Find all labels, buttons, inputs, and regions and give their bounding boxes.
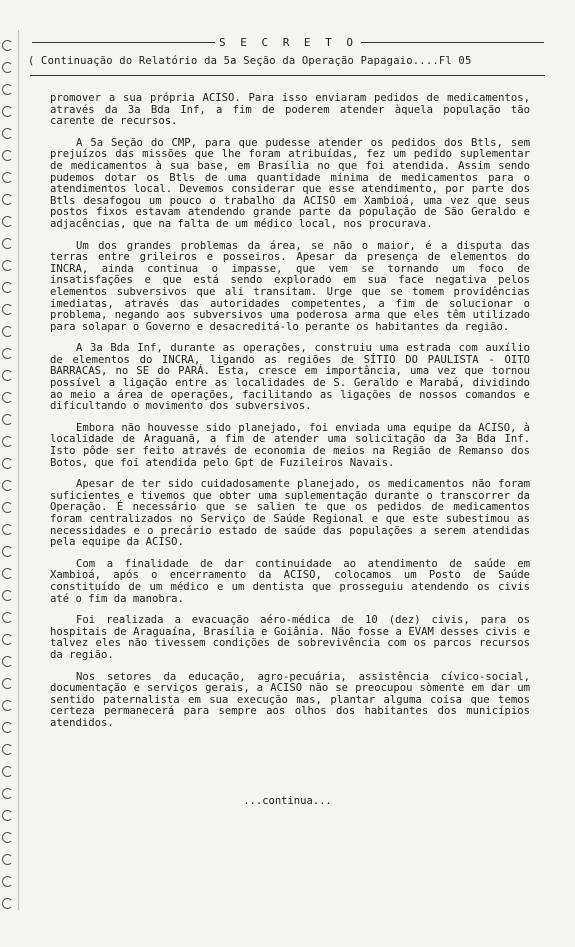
binding-hole: [2, 260, 13, 271]
binding-hole: [2, 62, 13, 73]
binding-hole: [2, 348, 13, 359]
binding-hole: [2, 634, 13, 645]
binding-hole: [2, 744, 13, 755]
paragraph: Foi realizada a evacuação aéro-médica de 10 (dez) civis, para os hospitais de Araguaína, Brasília e Goiânia. Não fosse a EVAM desses civis e talvez eles não tivessem condições de sobrevivência com os parcos recursos da região.: [50, 614, 530, 661]
binding-hole: [2, 612, 13, 623]
paragraph: Com a finalidade de dar continuidade ao atendimento de saúde em Xambioá, após o encerramento da ACISO, colocamos um Posto de Saúde constituído de um médico e um dentista que prosseguiu atendendo os civis até o fim da manobra.: [50, 557, 530, 605]
binding-edge: [18, 30, 19, 910]
binding-hole: [2, 546, 13, 557]
document-header: [28, 36, 548, 67]
binding-hole: [2, 238, 13, 249]
paragraph: Um dos grandes problemas da área, se não o maior, é a disputa das terras entre grileiros e posseiros. Apesar da presença de elementos do INCRA, ainda continua o impasse, que vem se tornando um foco de insatisfações e que está sendo explorado em sua face negativa pelos elementos subversivos que ali transitam. Urge que se tomem providências imediatas, através das autoridades competentes, a fim de solucionar o problema, negando aos subversivos uma poderosa arma que eles têm utilizado para solapar o Governo e desacreditá-lo perante os habitantes da região.: [50, 239, 530, 333]
binding-hole: [2, 304, 13, 315]
binding-hole: [2, 40, 13, 51]
binding-hole: [2, 128, 13, 139]
binding-hole: [2, 414, 13, 425]
binding-hole: [2, 656, 13, 667]
binding-hole: [2, 876, 13, 887]
binding-hole: [2, 766, 13, 777]
header-rule-left: [32, 42, 215, 43]
binding-hole: [2, 392, 13, 403]
header-underline: [30, 75, 545, 76]
classification-row: [28, 36, 548, 49]
binding-hole: [2, 84, 13, 95]
continua-footer: ...continua...: [243, 795, 332, 807]
binding-hole: [2, 172, 13, 183]
binding-hole: [2, 524, 13, 535]
binding-hole: [2, 106, 13, 117]
binding-hole: [2, 590, 13, 601]
binding-hole: [2, 370, 13, 381]
paragraph: promover a sua própria ACISO. Para isso enviaram pedidos de medicamentos, através da 3a Bda Inf, a fim de poderem atender àquela população tão carente de recursos.: [50, 92, 530, 128]
binding-hole: [2, 282, 13, 293]
binding-hole: [2, 898, 13, 909]
paragraph: A 5a Seção do CMP, para que pudesse atender os pedidos dos Btls, sem prejuízos das missões que lhe foram atribuídas, fez um pedido suplementar de medicamentos à sua base, em Brasília no que foi atendida. Assim sendo pudemos dotar os Btls de uma quantidade mínima de medicamentos para o atendimentos local. Devemos considerar que esse atendimento, por parte dos Btls desafogou um pouco o trabalho da ACISO em Xambioá, uma vez que seus postos fixos estavam atendendo grande parte da população de São Geraldo e adjacências, que na falta de um médico local, nos procurava.: [50, 136, 530, 230]
binding-hole: [2, 216, 13, 227]
binding-hole: [2, 832, 13, 843]
continuation-text: ( Continuação do Relatório da 5a Seção da Operação Papagaio....Fl 05: [28, 55, 472, 67]
binding-holes: [2, 40, 16, 920]
binding-hole: [2, 810, 13, 821]
continuation-line: [28, 55, 548, 67]
paragraph: Embora não houvesse sido planejado, foi enviada uma equipe da ACISO, à localidade de Araguanã, a fim de atender uma solicitação da 3a Bda Inf. Isto pôde ser feito através de economia de meios na Região de Remanso dos Botos, que foi atendida pelo Gpt de Fuzileiros Navais.: [50, 421, 530, 469]
binding-hole: [2, 326, 13, 337]
classification-label: S E C R E T O: [218, 36, 358, 49]
paragraph: A 3a Bda Inf, durante as operações, construiu uma estrada com auxílio de elementos do INCRA, ligando as regiões de SÍTIO DO PAULISTA - OITO BARRACAS, no SE do PARÁ. Esta, cresce em importância, uma vez que tornou possível a ligação entre as localidades de S. Geraldo e Marabá, dividindo ao meio a área de operações, facilitando as ligações de nossos comandos e dificultando o movimento dos subversivos.: [50, 342, 530, 413]
header-rule-right: [361, 42, 544, 43]
binding-hole: [2, 854, 13, 865]
binding-hole: [2, 502, 13, 513]
paragraph: Apesar de ter sido cuidadosamente planejado, os medicamentos não foram suficientes e tivemos que obter uma suplementação durante o transcorrer da Operação. É necessário que se salien te que os pedidos de medicamentos foram centralizados no Serviço de Saúde Regional e que este subestimou as necessidades e o precário estado de saúde das populações a serem atendidas pela equipe da ACISO.: [50, 478, 530, 549]
binding-hole: [2, 722, 13, 733]
binding-hole: [2, 150, 13, 161]
report-body: [50, 93, 530, 740]
binding-hole: [2, 678, 13, 689]
paragraph: Nos setores da educação, agro-pecuária, assistência cívico-social, documentação e serviços gerais, a ACISO não se preocupou sòmente em dar um sentido paternalista em sua execução mas, plantar alguma coisa que temos certeza permanecerá para sempre aos olhos dos habitantes dos municípios atendidos.: [50, 670, 530, 729]
binding-hole: [2, 568, 13, 579]
binding-hole: [2, 480, 13, 491]
binding-hole: [2, 194, 13, 205]
binding-hole: [2, 700, 13, 711]
binding-hole: [2, 436, 13, 447]
binding-hole: [2, 458, 13, 469]
